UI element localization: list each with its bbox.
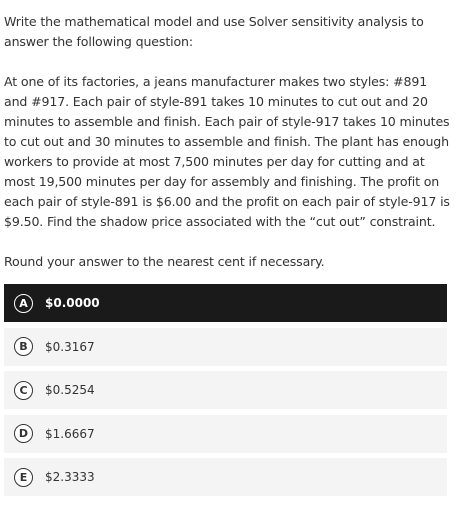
option-text: $0.3167 <box>45 339 95 354</box>
option-letter: C <box>14 381 33 400</box>
option-letter: B <box>14 337 33 356</box>
answer-option-e[interactable] <box>4 458 447 496</box>
question-block <box>4 12 450 272</box>
answer-option-d[interactable] <box>4 415 447 453</box>
answer-options <box>4 284 447 502</box>
option-letter: D <box>14 424 33 443</box>
answer-option-a[interactable] <box>4 284 447 322</box>
option-text: $0.0000 <box>45 296 100 310</box>
question-intro: Write the mathematical model and use Solver sensitivity analysis to answer the following question: <box>4 14 424 49</box>
answer-option-b[interactable] <box>4 328 447 366</box>
answer-option-c[interactable] <box>4 371 447 409</box>
option-text: $0.5254 <box>45 383 95 397</box>
option-text: $2.3333 <box>45 470 95 484</box>
option-text: $1.6667 <box>45 426 95 441</box>
option-letter: E <box>14 468 33 487</box>
question-problem: At one of its factories, a jeans manufacturer makes two styles: #891 and #917. Each pair of style-891 takes 10 minutes to cut out and 20 minutes to assemble and finish. Each pair of style-917 takes 10 minutes to cut out and 30 minutes to assemble and finish. The plant has enough workers to provide at most 7,500 minutes per day for cutting and at most 19,500 minutes per day for assembly and finishing. The profit on each pair of style-891 is $6.00 and the profit on each pair of style-917 is $9.50. Find the shadow price associated with the “cut out” constraint. <box>4 74 450 229</box>
question-instruction: Round your answer to the nearest cent if necessary. <box>4 254 325 269</box>
option-letter: A <box>14 294 33 313</box>
